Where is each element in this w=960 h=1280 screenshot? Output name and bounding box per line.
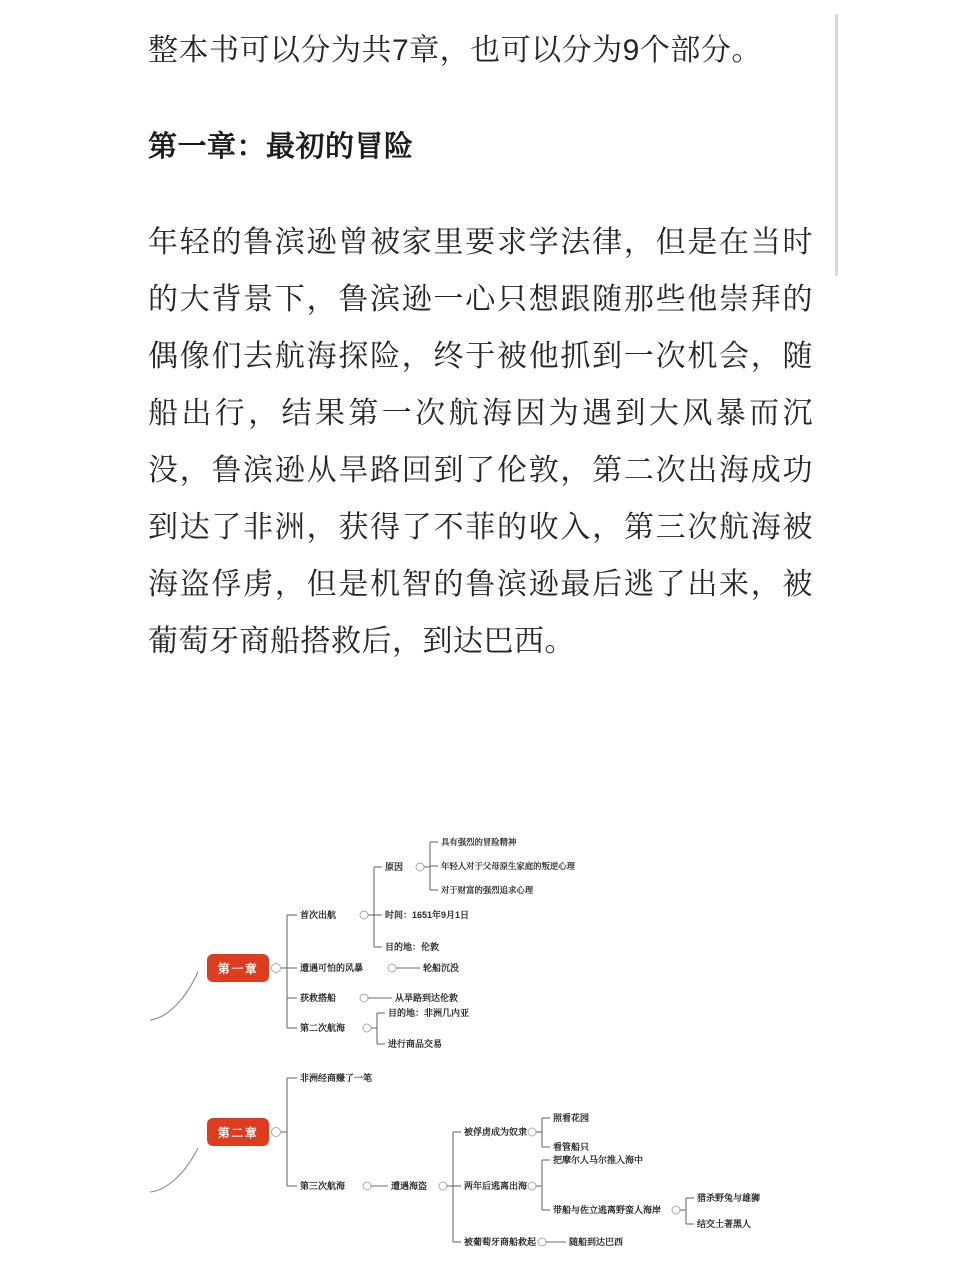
chapter1-collapse-toggle[interactable] [272,964,281,973]
mm-chapter2-branch-1-toggle[interactable] [363,1182,371,1190]
chapter2-incoming-curve [150,1148,198,1192]
mm-reason-child-0-label: 具有强烈的冒险精神 [441,837,517,847]
mm-escape-child-0-label: 把摩尔人马尔推入海中 [553,1155,644,1165]
chapter2-node-label: 第二章 [217,1126,259,1140]
mm-chapter1-branch-0-label: 首次出航 [300,910,337,920]
mm-escape-child-1-label: 带船与佐立逃离野蛮人海岸 [553,1205,662,1215]
mm-escape-child-1-toggle[interactable] [672,1206,680,1214]
mm-chapter1-branch-0-child-2-label: 目的地：伦敦 [385,942,440,952]
mm-coast-child-1-label: 结交土著黑人 [697,1219,752,1229]
mm-chapter1-branch-3-child-1-label: 进行商品交易 [388,1039,443,1049]
mm-slave-label: 被俘虏成为奴隶 [464,1127,528,1137]
chapter-body-paragraph: 年轻的鲁滨逊曾被家里要求学法律，但是在当时的大背景下，鲁滨逊一心只想跟随那些他崇拜的偶像们去航海探险，终于被他抓到一次机会，随船出行，结果第一次航海因为遇到大风暴而沉没，鲁滨逊从旱路回到了伦敦，第二次出海成功到达了非洲，获得了不菲的收入，第三次航海被海盗俘虏，但是机智的鲁滨逊最后逃了出来，被葡萄牙商船搭救后，到达巴西。 [148,226,813,658]
mm-chapter1-branch-3-label: 第二次航海 [300,1023,346,1033]
mm-reason-child-2-label: 对于财富的强烈追求心理 [441,885,534,895]
mm-chapter1-branch-3-toggle[interactable] [363,1024,371,1032]
mm-chapter2-branch-0-label: 非洲经商赚了一笔 [300,1073,373,1083]
mm-chapter1-branch-0-child-0-label: 原因 [385,862,404,872]
chapter2-collapse-toggle[interactable] [272,1128,281,1137]
mm-escape-label: 两年后逃离出海 [464,1181,528,1191]
vertical-scrollbar[interactable] [835,14,838,276]
mm-rescued-child-0-label: 随船到达巴西 [569,1237,624,1247]
mindmap-figure [0,820,960,1280]
intro-paragraph: 整本书可以分为共7章，也可以分为9个部分。 [148,34,762,67]
mm-slave-child-0-label: 照看花园 [553,1113,590,1123]
mm-rescued-toggle[interactable] [538,1238,546,1246]
chapter1-incoming-curve [150,972,198,1020]
chapter2-node[interactable] [207,1118,269,1146]
mm-slave-child-1-label: 看管船只 [553,1142,590,1152]
chapter-heading: 第一章：最初的冒险 [148,131,414,163]
article-content [148,0,813,670]
mm-chapter1-branch-1-label: 遭遇可怕的风暴 [300,963,364,973]
mm-pirates-toggle[interactable] [439,1182,447,1190]
mm-chapter1-branch-0-child-1-label: 时间：1651年9月1日 [385,910,470,920]
mm-escape-toggle[interactable] [528,1182,536,1190]
mm-chapter2-branch-1-label: 第三次航海 [300,1181,346,1191]
mm-chapter1-branch-1-toggle[interactable] [388,964,396,972]
mm-chapter1-branch-2-label: 获救搭船 [300,993,337,1003]
mm-chapter1-branch-3-child-0-label: 目的地：非洲几内亚 [388,1008,470,1018]
mm-reason-child-1-label: 年轻人对于父母原生家庭的叛逆心理 [441,861,575,871]
mm-chapter1-branch-0-toggle[interactable] [360,911,368,919]
mm-chapter1-branch-1-child-0-label: 轮船沉没 [423,963,460,973]
mm-coast-child-0-label: 猎杀野兔与雄狮 [697,1193,761,1203]
mm-pirates-label: 遭遇海盗 [391,1181,428,1191]
mm-chapter1-branch-2-toggle[interactable] [360,994,368,1002]
mm-slave-toggle[interactable] [528,1128,536,1136]
mm-chapter1-branch-2-child-0-label: 从旱路到达伦敦 [395,993,459,1003]
chapter1-node-label: 第一章 [217,962,259,976]
mm-chapter1-reason-toggle[interactable] [416,863,424,871]
mm-rescued-label: 被葡萄牙商船救起 [464,1237,537,1247]
chapter1-node[interactable] [207,954,269,982]
